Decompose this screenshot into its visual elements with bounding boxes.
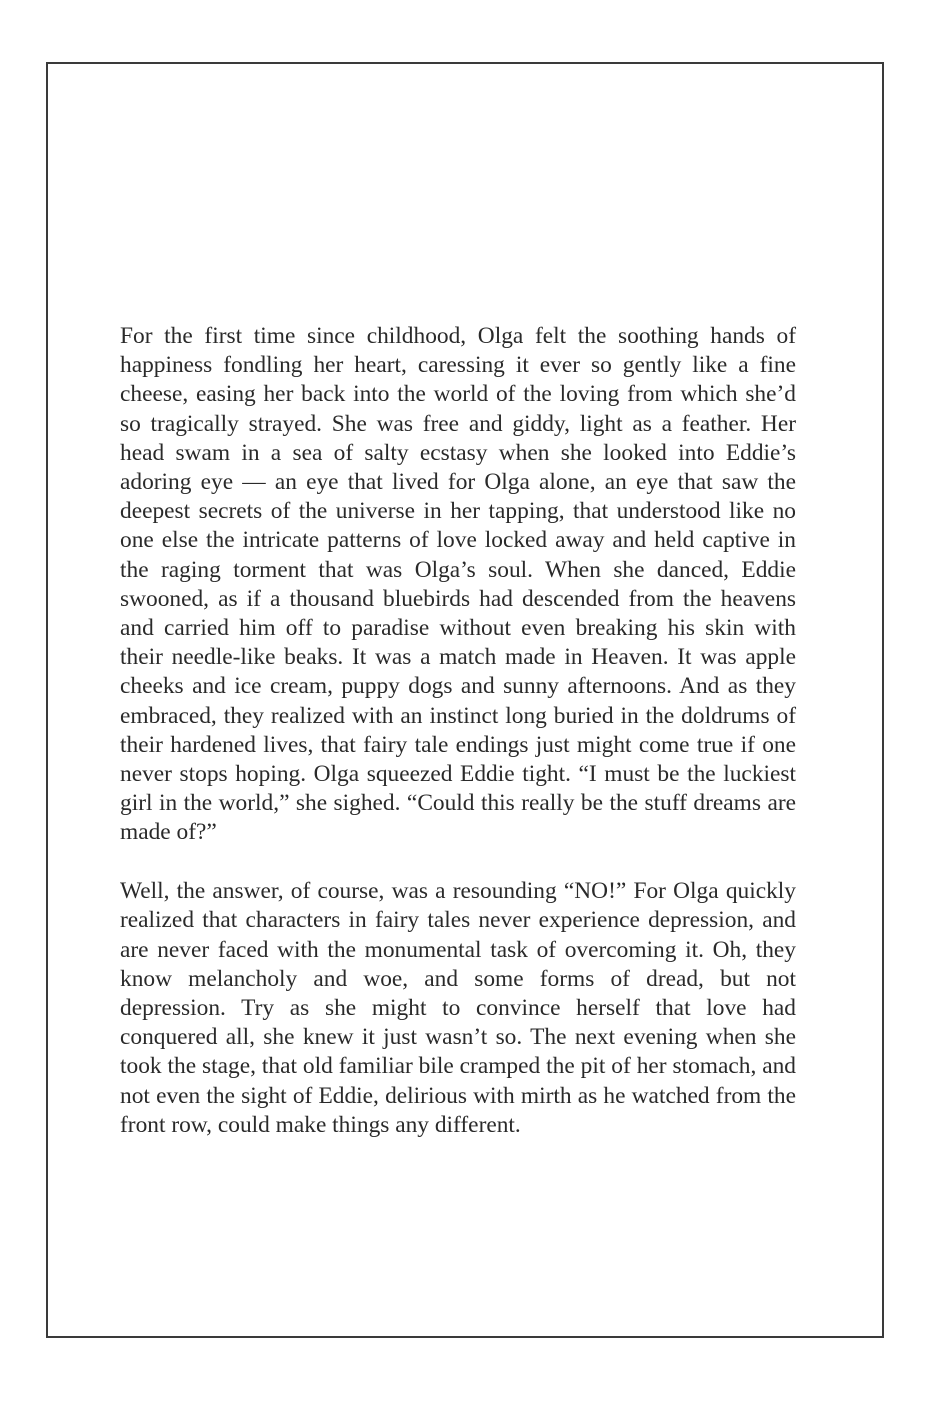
- paragraph-1: For the first time since childhood, Olga felt the soothing hands of happiness fondling her heart, caressing it ever so gently like a fine cheese, easing her back into the world of the loving from which she’d so tragically strayed. She was free and giddy, light as a feather. Her head swam in a sea of salty ecstasy when she looked into Eddie’s adoring eye — an eye that lived for Olga alone, an eye that saw the deepest secrets of the universe in her tapping, that understood like no one else the intricate patterns of love locked away and held captive in the raging torment that was Olga’s soul. When she danced, Eddie swooned, as if a thousand bluebirds had descended from the heavens and carried him off to paradise without even breaking his skin with their needle-like beaks. It was a match made in Heaven. It was apple cheeks and ice cream, puppy dogs and sunny afternoons. And as they embraced, they realized with an instinct long buried in the doldrums of their hardened lives, that fairy tale endings just might come true if one never stops hoping. Olga squeezed Eddie tight. “I must be the luckiest girl in the world,” she sighed. “Could this really be the stuff dreams are made of?”: [120, 323, 796, 846]
- paragraph-2: Well, the answer, of course, was a resounding “NO!” For Olga quickly realized that characters in fairy tales never experience depression, and are never faced with the monumental task of overcoming it. Oh, they know melancholy and woe, and some forms of dread, but not depression. Try as she might to convince herself that love had conquered all, she knew it just wasn’t so. The next evening when she took the stage, that old familiar bile cramped the pit of her stomach, and not even the sight of Eddie, delirious with mirth as he watched from the front row, could make things any different.: [120, 878, 796, 1138]
- story-text: [120, 322, 796, 1140]
